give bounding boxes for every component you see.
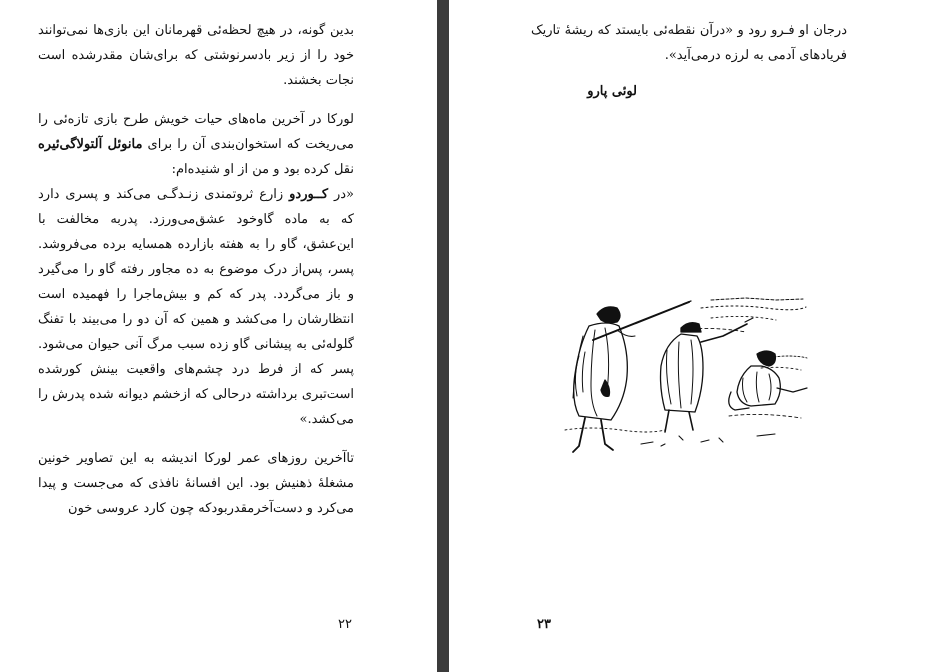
- left-page-text: [38, 18, 354, 521]
- bold-place-cordoba: کــوردو: [289, 187, 329, 202]
- book-gutter: [437, 0, 449, 672]
- paragraph-1-text: بدین گونه، در هیچ لحظه‌ئی قهرمانان این بازی‌ها نمی‌توانند خود را از زیر بادسرنوشتی که برای‌شان مقدرشده است نجات بخشند.: [38, 23, 354, 88]
- paragraph-2-text-b: نقل کرده بود و من از او شنیده‌ام:: [171, 162, 354, 177]
- right-page: [449, 0, 925, 672]
- bold-name-altolaguirre: مانوئل آلتولاگی‌ئیره: [38, 137, 143, 152]
- paragraph-3: [38, 182, 354, 432]
- right-page-text: درجان او فـرو رود و «درآن نقطه‌ئی بایستد که ریشهٔ تاریک فریادهای آدمی به لرزه درمی‌آید».: [531, 23, 847, 63]
- left-page: [0, 0, 437, 672]
- paragraph-1: [38, 18, 354, 93]
- page-number-left: ۲۲: [338, 617, 352, 632]
- hunting-scene-illustration-icon: [561, 296, 811, 458]
- paragraph-4: [38, 446, 354, 521]
- page-number-right: ۲۳: [537, 617, 551, 632]
- paragraph-3-text-a: «در: [328, 187, 354, 202]
- paragraph-4-text: تاآخرین روزهای عمر لورکا اندیشه به این تصاویر خونین مشغلهٔ ذهنیش بود. این افسانهٔ نافذی که می‌جست و پیدا می‌کرد و دست‌آخرمقدربودکه چون کارد عروسی خون: [38, 451, 354, 516]
- paragraph-2: [38, 107, 354, 182]
- author-signature: لوئی پارو: [587, 84, 637, 99]
- paragraph-3-text-b: زارع ثروتمندی زنـدگـی می‌کند و پسری دارد که به ماده گاوخود عشق‌می‌ورزد. پدربه مخالفت با این‌عشق، گاو را به هفته بازارده همسایه برده می‌فروشد. پسر، پس‌از درک موضوع به ده مجاور رفته گاو را می‌گیرد و باز می‌گردد. پدر که کم و بیش‌ماجرا را فهمیده است انتظارشان را می‌کشد و همین که آن دو را می‌بیند با تفنگ گلوله‌ئی به پیشانی گاو زده سبب مرگ آنی حیوان می‌شود. پسر که از فرط درد چشم‌های واقعیت بینش کورشده است‌تبری برداشته درحالی که ازخشم دیوانه شده پدرش را می‌کشد.»: [38, 187, 354, 427]
- paragraph-2-text-a: لورکا در آخرین ماه‌های حیات خویش طرح بازی تازه‌ئی را می‌ریخت که استخوان‌بندی آن را برای: [38, 112, 354, 152]
